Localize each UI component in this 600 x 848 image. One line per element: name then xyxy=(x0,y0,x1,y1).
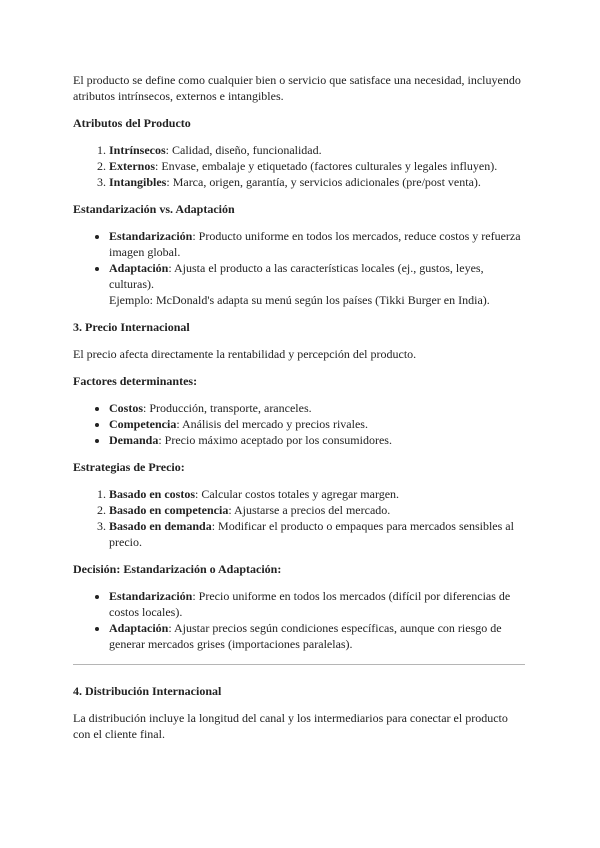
factors-list xyxy=(73,400,525,448)
list-item-term: Competencia xyxy=(109,417,177,431)
list-item-term: Adaptación xyxy=(109,261,169,275)
factors-heading: Factores determinantes: xyxy=(73,374,198,388)
list-item-term: Basado en demanda xyxy=(109,519,212,533)
product-attributes-heading: Atributos del Producto xyxy=(73,116,191,130)
list-item-desc: : Análisis del mercado y precios rivales. xyxy=(176,417,368,431)
list-item-term: Demanda xyxy=(109,433,159,447)
list-item-term: Externos xyxy=(109,159,155,173)
distribution-heading: 4. Distribución Internacional xyxy=(73,684,222,698)
price-section-heading: 3. Precio Internacional xyxy=(73,320,190,334)
list-item-desc: : Ajustar precios según condiciones específicas, aunque con riesgo de generar mercados grises (importaciones paralelas). xyxy=(109,621,502,651)
intro-paragraph: El producto se define como cualquier bien o servicio que satisface una necesidad, incluyendo atributos intrínsecos, externos e intangibles. xyxy=(73,73,521,103)
list-item xyxy=(109,620,525,652)
distribution-intro-paragraph: La distribución incluye la longitud del canal y los intermediarios para conectar el producto con el cliente final. xyxy=(73,711,508,741)
list-item xyxy=(109,400,525,416)
list-item-term: Basado en costos xyxy=(109,487,196,501)
list-item xyxy=(109,432,525,448)
list-item-desc: : Calcular costos totales y agregar margen. xyxy=(195,487,400,501)
list-item xyxy=(109,142,525,158)
std-vs-adapt-heading: Estandarización vs. Adaptación xyxy=(73,202,235,216)
list-item-desc: : Envase, embalaje y etiquetado (factores culturales y legales influyen). xyxy=(155,159,498,173)
list-item-desc: : Marca, origen, garantía, y servicios adicionales (pre/post venta). xyxy=(166,175,481,189)
list-item-desc: : Producto uniforme en todos los mercados, reduce costos y refuerza imagen global. xyxy=(109,229,521,259)
list-item-desc: : Modificar el producto o empaques para mercados sensibles al precio. xyxy=(109,519,514,549)
product-attributes-list xyxy=(73,142,525,190)
std-vs-adapt-list xyxy=(73,228,525,308)
list-item xyxy=(109,158,525,174)
list-item xyxy=(109,174,525,190)
list-item-desc: : Precio uniforme en todos los mercados (difícil por diferencias de costos locales). xyxy=(109,589,511,619)
list-item-term: Estandarización xyxy=(109,589,193,603)
list-item-desc: : Ajustarse a precios del mercado. xyxy=(228,503,391,517)
price-strategies-heading: Estrategias de Precio: xyxy=(73,460,185,474)
list-item xyxy=(109,228,525,260)
list-item xyxy=(109,588,525,620)
list-item-term: Adaptación xyxy=(109,621,169,635)
list-item xyxy=(109,486,525,502)
list-item-desc: : Producción, transporte, aranceles. xyxy=(143,401,312,415)
list-item-desc: : Ajusta el producto a las características locales (ej., gustos, leyes, culturas). xyxy=(109,261,484,291)
list-item-desc: : Calidad, diseño, funcionalidad. xyxy=(165,143,322,157)
section-divider xyxy=(73,664,525,665)
document-content xyxy=(73,72,525,753)
price-intro-paragraph: El precio afecta directamente la rentabilidad y percepción del producto. xyxy=(73,347,417,361)
list-item-term: Intangibles xyxy=(109,175,167,189)
decision-list xyxy=(73,588,525,652)
list-item-term: Costos xyxy=(109,401,144,415)
list-item-desc: : Precio máximo aceptado por los consumidores. xyxy=(158,433,392,447)
example-text: Ejemplo: McDonald's adapta su menú según los países (Tikki Burger en India). xyxy=(109,293,490,307)
list-item xyxy=(109,416,525,432)
price-strategies-list xyxy=(73,486,525,550)
list-item xyxy=(109,260,525,308)
list-item-term: Intrínsecos xyxy=(109,143,166,157)
list-item-term: Estandarización xyxy=(109,229,193,243)
list-item-term: Basado en competencia xyxy=(109,503,229,517)
decision-heading: Decisión: Estandarización o Adaptación: xyxy=(73,562,282,576)
list-item xyxy=(109,502,525,518)
list-item xyxy=(109,518,525,550)
